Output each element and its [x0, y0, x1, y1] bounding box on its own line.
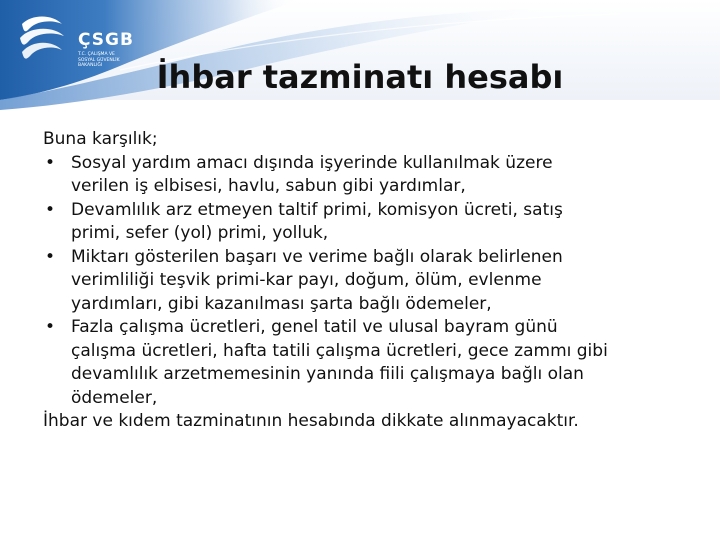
bullet-item — [43, 246, 703, 317]
bullet-line: primi, sefer (yol) primi, yolluk, — [71, 223, 329, 243]
intro-text: Buna karşılık; — [43, 129, 158, 149]
logo-sub-line: BAKANLIĞI — [78, 63, 103, 68]
bullet-line: çalışma ücretleri, hafta tatili çalışma ücretleri, gece zammı gibi — [71, 340, 608, 361]
bullet-item — [43, 199, 703, 246]
closing-text: İhbar ve kıdem tazminatının hesabında dikkate alınmayacaktır. — [43, 411, 579, 431]
bullet-line: ödemeler, — [71, 387, 158, 408]
bullet-line: devamlılık arzetmemesinin yanında fiili çalışmaya bağlı olan — [71, 364, 584, 384]
bullet-line: verilen iş elbisesi, havlu, sabun gibi yardımlar, — [71, 176, 466, 196]
slide-body — [43, 128, 703, 434]
bullet-line: Devamlılık arz etmeyen taltif primi, komisyon ücreti, satış — [71, 199, 563, 220]
bullet-item — [43, 152, 703, 199]
bullet-symbol: • — [45, 199, 56, 220]
bullet-symbol: • — [45, 152, 56, 173]
logo-name: ÇSGB — [78, 30, 134, 50]
bullet-line: Sosyal yardım amacı dışında işyerinde kullanılmak üzere — [71, 152, 553, 173]
bullet-line: Fazla çalışma ücretleri, genel tatil ve ulusal bayram günü — [71, 317, 558, 337]
bullet-item — [43, 316, 703, 410]
bullet-line: yardımları, gibi kazanılması şarta bağlı ödemeler, — [71, 293, 492, 314]
slide-title: İhbar tazminatı hesabı — [156, 58, 564, 96]
bullet-line: verimliliği teşvik primi-kar payı, doğum, ölüm, evlenme — [71, 270, 542, 290]
bullet-symbol: • — [45, 246, 56, 267]
bullet-symbol: • — [45, 317, 56, 337]
logo-sub-line: T.C. ÇALIŞMA VE — [78, 52, 115, 57]
logo-sub-line: SOSYAL GÜVENLİK — [78, 57, 120, 63]
bullet-line: Miktarı gösterilen başarı ve verime bağlı olarak belirlenen — [71, 246, 563, 267]
